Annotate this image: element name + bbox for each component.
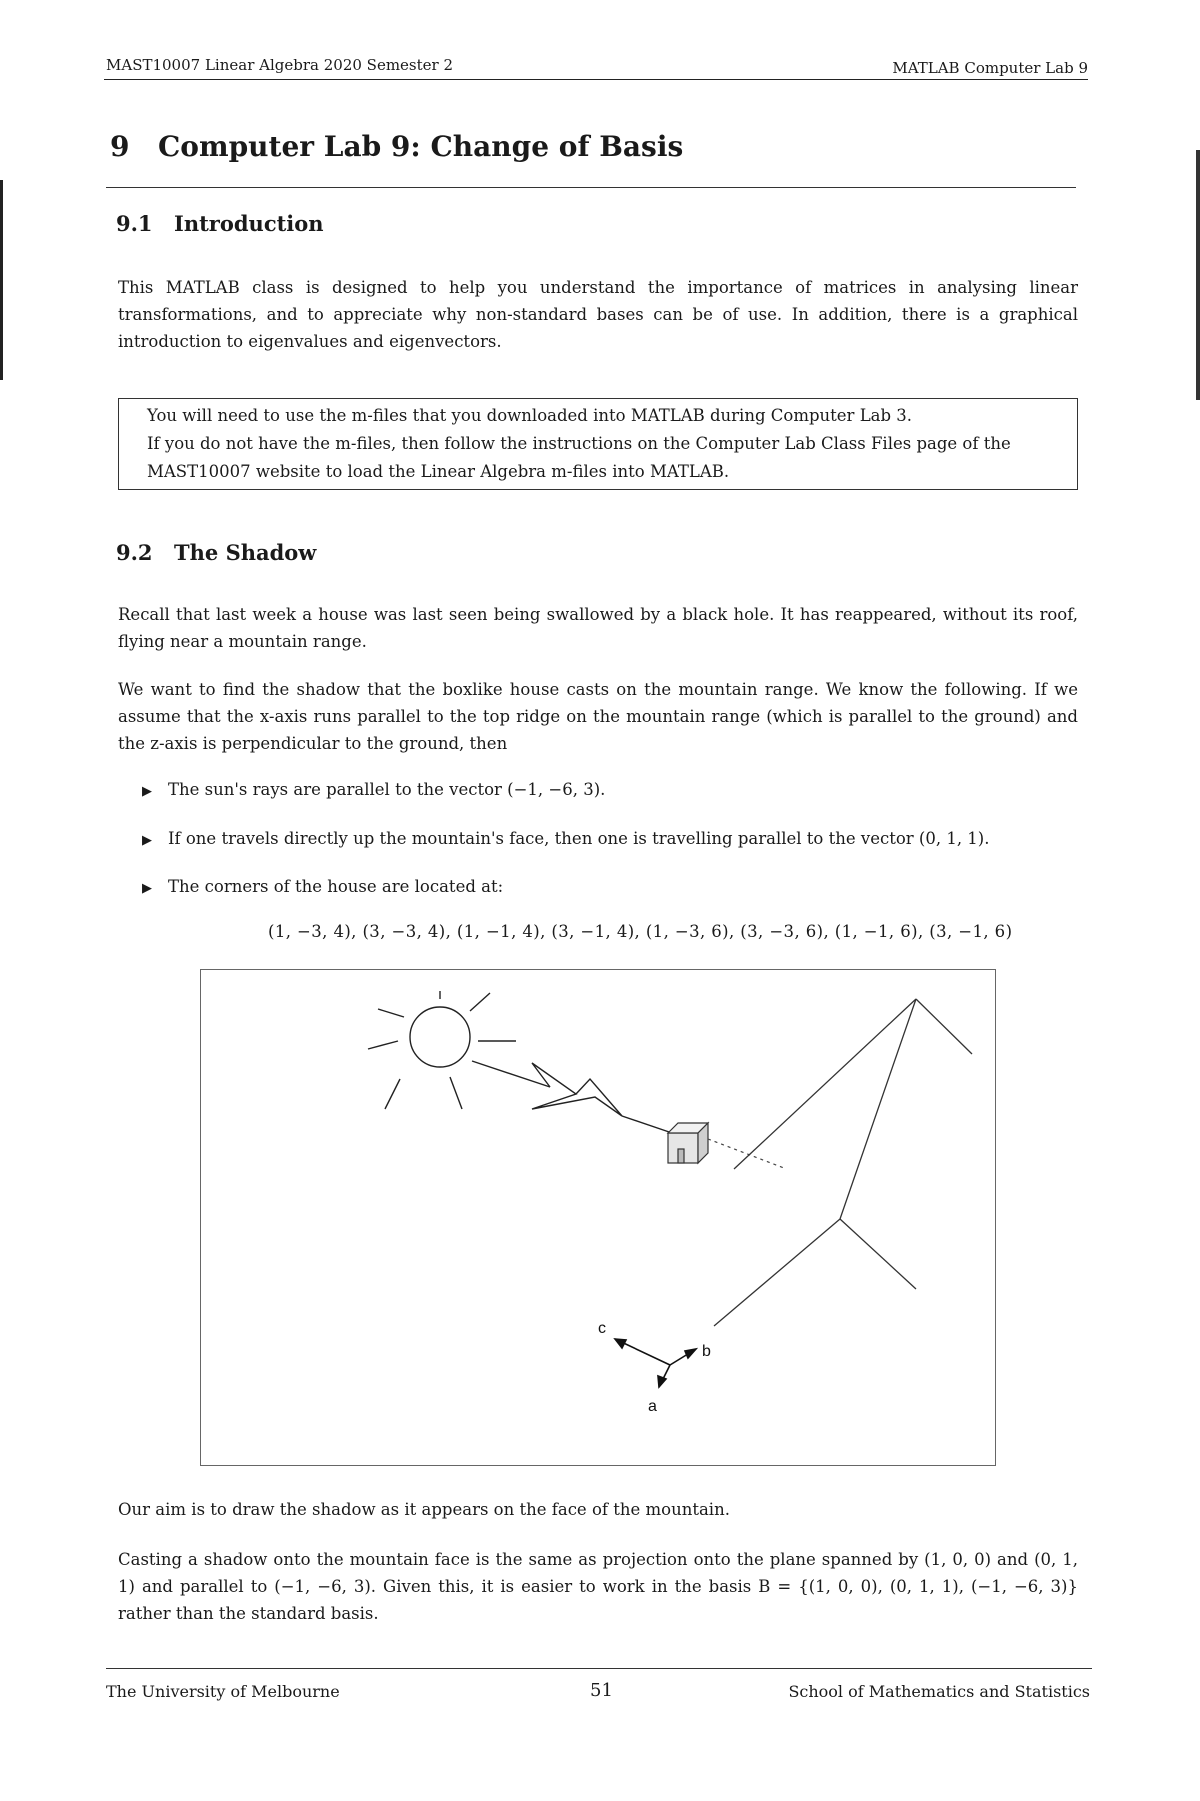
footer-university: The University of Melbourne: [106, 1682, 340, 1701]
bullet-sun-rays: [142, 780, 605, 799]
sun-ray-arrow-icon: [472, 1061, 675, 1134]
section-heading-introduction: [116, 211, 324, 236]
section-number: 9.1: [116, 211, 153, 236]
basis-vectors-icon: [615, 1339, 696, 1387]
mountain-icon: [714, 999, 972, 1326]
chapter-heading: [110, 130, 683, 163]
note-line-2: If you do not have the m-files, then follow the instructions on the Computer Lab Class Files page of the MAST10007 website to load the Linear Algebra m-files into MATLAB.: [147, 434, 1011, 481]
vector-label-b: b: [702, 1343, 711, 1360]
header-rule: [104, 79, 1088, 80]
shadow-paragraph-4: Casting a shadow onto the mountain face is the same as projection onto the plane spanned by (1, 0, 0) and (0, 1, 1) and parallel to (−1, −6, 3). Given this, it is easier to work in the basis B = {(1, 0, 0), (0, 1, 1), (−1, −6, 3)} rather than the standard basis.: [118, 1550, 1078, 1623]
header-lab: MATLAB Computer Lab 9: [892, 59, 1088, 77]
header-course: MAST10007 Linear Algebra 2020 Semester 2: [106, 56, 454, 74]
section-title: Introduction: [174, 211, 324, 236]
bullet-text: The corners of the house are located at:: [168, 877, 504, 896]
bullet-mountain-face: [142, 829, 990, 848]
bullet-text: The sun's rays are parallel to the vector (−1, −6, 3).: [168, 780, 606, 799]
intro-paragraph: This MATLAB class is designed to help you understand the importance of matrices in analysing linear transformations, and to appreciate why non-standard bases can be of use. In addition, there is a graphical introduction to eigenvalues and eigenvectors.: [118, 278, 1078, 351]
shadow-diagram: [200, 969, 996, 1466]
note-line-1: You will need to use the m-files that you downloaded into MATLAB during Computer Lab 3.: [147, 406, 913, 425]
bullet-marker-icon: ▶: [142, 881, 152, 896]
m-files-note-box: [118, 398, 1078, 490]
bullet-marker-icon: ▶: [142, 833, 152, 848]
shadow-paragraph-1: Recall that last week a house was last seen being swallowed by a black hole. It has reappeared, without its roof, flying near a mountain range.: [118, 605, 1078, 651]
shadow-paragraph-2: We want to find the shadow that the boxlike house casts on the mountain range. We know the following. If we assume that the x-axis runs parallel to the top ridge on the mountain range (which is parallel to the ground) and the z-axis is perpendicular to the ground, then: [118, 680, 1078, 753]
shadow-paragraph-3: Our aim is to draw the shadow as it appears on the face of the mountain.: [118, 1500, 730, 1519]
figure-frame: [201, 970, 996, 1466]
shadow-ray-line: [708, 1139, 784, 1168]
shadow-figure: [200, 969, 996, 1466]
bullet-marker-icon: ▶: [142, 784, 152, 799]
section-title: The Shadow: [174, 540, 317, 565]
sun-icon: [368, 991, 516, 1109]
vector-label-c: c: [598, 1320, 606, 1337]
scan-edge-left: [0, 180, 3, 380]
page-number: 51: [590, 1680, 613, 1701]
chapter-number: 9: [110, 130, 130, 163]
chapter-title: Computer Lab 9: Change of Basis: [158, 130, 684, 163]
chapter-rule: [106, 187, 1076, 188]
section-number: 9.2: [116, 540, 153, 565]
scan-edge-right: [1196, 150, 1200, 400]
bullet-house-corners: [142, 877, 503, 896]
vector-label-a: a: [648, 1398, 657, 1415]
bullet-text: If one travels directly up the mountain's face, then one is travelling parallel to the vector (0, 1, 1).: [168, 829, 990, 848]
house-icon: [668, 1123, 708, 1163]
footer-school: School of Mathematics and Statistics: [788, 1682, 1090, 1701]
house-corner-coordinates: (1, −3, 4), (3, −3, 4), (1, −1, 4), (3, −1, 4), (1, −3, 6), (3, −3, 6), (1, −1, 6), (3, −1, 6): [268, 922, 1013, 941]
running-header: [106, 56, 1088, 80]
footer-rule: [106, 1668, 1092, 1669]
section-heading-shadow: [116, 540, 316, 565]
